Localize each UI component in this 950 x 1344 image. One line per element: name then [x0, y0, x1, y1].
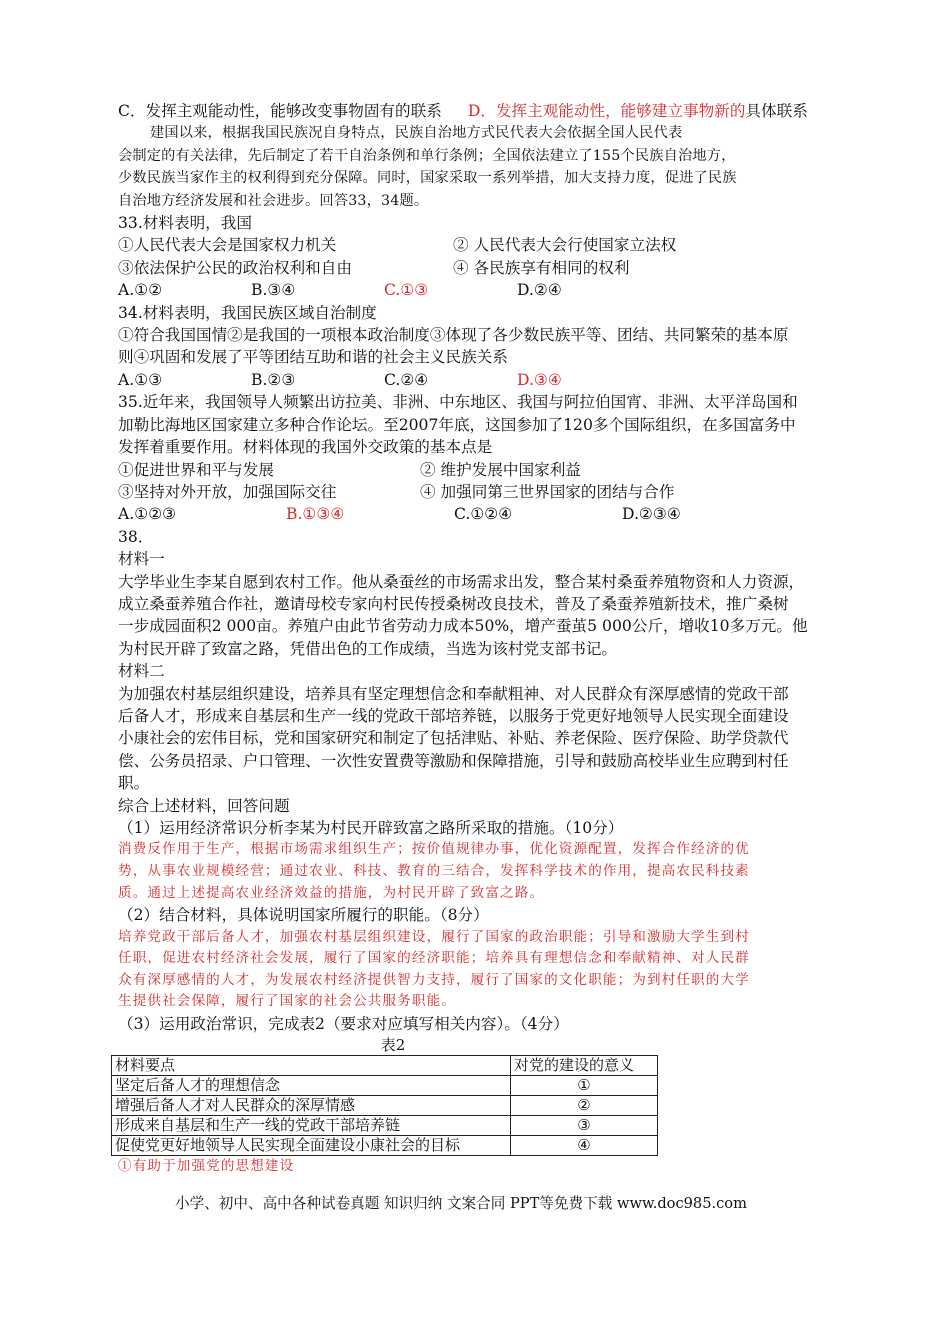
q33-option-b: B.③④: [251, 281, 296, 300]
table-cell-mark: ①: [511, 1076, 658, 1096]
q38-part-3: （3）运用政治常识，完成表2（要求对应填写相关内容）。（4分）: [118, 1014, 569, 1033]
q32-option-d-rest: 具体联系: [745, 102, 808, 120]
passage: [118, 122, 853, 212]
material-2-line: 小康社会的宏伟目标，党和国家研究和制定了包括津贴、补贴、养老保险、医疗保险、助学贷款代: [118, 729, 789, 748]
q35-stem: 发挥着重要作用。材料体现的我国外交政策的基本点是: [118, 438, 493, 457]
question-38: [118, 526, 853, 1036]
q38-prompt: 综合上述材料，回答问题: [118, 796, 290, 815]
material-1-line: 成立桑蚕养殖合作社，邀请母校专家向村民传授桑树改良技术，普及了桑蚕养殖新技术，推广桑树: [118, 594, 789, 613]
q35-statement-4: ④ 加强同第三世界国家的团结与合作: [420, 482, 675, 501]
q35-options: [118, 503, 853, 525]
table-cell-mark: ③: [511, 1116, 658, 1136]
material-1-title: 材料一: [118, 550, 165, 569]
table-2: [111, 1055, 658, 1156]
table-cell-point: 坚定后备人才的理想信念: [112, 1076, 511, 1096]
q38-part-1: （1）运用经济常识分析李某为村民开辟致富之路所采取的措施。（10分）: [118, 819, 624, 837]
q38-answer-1: 质。通过上述提高农业经济效益的措施，为村民开辟了致富之路。: [118, 884, 545, 901]
q35-statement-2: ② 维护发展中国家利益: [420, 460, 581, 479]
q33-option-d: D.②④: [517, 281, 562, 300]
question-34: [118, 302, 853, 392]
table-row: [112, 1116, 658, 1136]
q34-options: [118, 369, 853, 391]
material-2-line: 为加强农村基层组织建设，培养具有坚定理想信念和奉献粗神、对人民群众有深厚感情的党政干部: [118, 684, 789, 703]
table-header-right: 对党的建设的意义: [511, 1056, 658, 1076]
material-2-line: 后备人才，形成来自基层和生产一线的党政干部培养链，以服务于党更好地领导人民实现全面建设: [118, 706, 789, 725]
q38-answer-2: 任职，促进农村经济社会发展，履行了国家的经济职能；培养具有理想信念和奉献精神、对人民群: [118, 950, 750, 967]
material-1-line: 大学毕业生李某自愿到农村工作。他从桑蚕丝的市场需求出发，整合某村桑蚕养殖物资和人力资源，: [118, 572, 805, 591]
q32-options: [118, 100, 853, 122]
table-cell-mark: ②: [511, 1096, 658, 1116]
material-1-line: 为村民开辟了致富之路，凭借出色的工作成绩，当选为该村党支部书记。: [118, 639, 618, 658]
q35-statements-row: [118, 481, 853, 503]
q34-option-d-answer: D.③④: [517, 370, 562, 389]
material-1-line: 一步成园面积2 000亩。养殖户由此节省劳动力成本50%，增产蚕茧5 000公斤，增收10多万元。他: [118, 617, 808, 636]
q33-option-c-answer: C.①③: [384, 281, 429, 300]
q33-statement-4: ④ 各民族享有相同的权利: [453, 258, 630, 277]
q38-answer-1: 消费反作用于生产，根据市场需求组织生产；按价值规律办事，优化资源配置，发挥合作经济的优: [118, 841, 750, 858]
table-row: [112, 1096, 658, 1116]
q38-number: 38．: [118, 527, 154, 546]
q35-stem: 加勒比海地区国家建立多种合作论坛。至2007年底，这国参加了120多个国际组织，在多国富务中: [118, 415, 796, 434]
q34-statements: 则④巩固和发展了平等团结互助和谐的社会主义民族关系: [118, 348, 508, 367]
q35-statements-row: [118, 459, 853, 481]
q38-answer-2: 众有深厚感情的人才，为发展农村经济提供智力支持，履行了国家的文化职能；为到村任职的大学: [118, 971, 750, 988]
exam-page: [115, 100, 853, 1178]
page-footer: 小学、初中、高中各种试卷真题 知识归纳 文案合同 PPT等免费下载 www.doc985.com: [175, 1195, 747, 1212]
table-cell-mark: ④: [511, 1136, 658, 1156]
question-33: [118, 212, 853, 302]
q38-answer-2: 生提供社会保障，履行了国家的社会公共服务职能。: [118, 993, 456, 1010]
table-row: [112, 1076, 658, 1096]
q38-answer-1: 势，从事农业规模经营；通过农业、科技、教育的三结合，发挥科学技术的作用，提高农民科技素: [118, 863, 750, 879]
q33-statement-3: ③依法保护公民的政治权利和自由: [118, 258, 352, 277]
q35-option-a: A.①②③: [118, 505, 177, 524]
q33-statement-2: ② 人民代表大会行使国家立法权: [453, 236, 677, 255]
q34-statements: ①符合我国国情②是我国的一项根本政治制度③体现了各少数民族平等、团结、共同繁荣的基本原: [118, 326, 789, 345]
q33-statements-row: [118, 234, 853, 256]
material-2-line: 职。: [118, 774, 150, 793]
q33-option-a: A.①②: [118, 281, 163, 300]
q38-part-2: （2）结合材料，具体说明国家所履行的职能。（8分）: [118, 906, 489, 925]
table-cell-point: 促使党更好地领导人民实现全面建设小康社会的目标: [112, 1136, 511, 1156]
q34-option-b: B.②③: [251, 370, 296, 389]
passage-line: 建国以来，根据我国民族况自身特点，民族自治地方式民代表大会依据全国人民代表: [150, 125, 683, 142]
table-header-row: [112, 1056, 658, 1076]
material-2-line: 偿、公务员招录、户口管理、一次性安置费等激励和保障措施，引导和鼓励高校毕业生应聘到村任: [118, 751, 789, 770]
q38-answer-2: 培养党政干部后备人才，加强农村基层组织建设，履行了国家的政治职能；引导和激励大学生到村: [118, 928, 750, 945]
q34-option-a: A.①③: [118, 370, 163, 389]
q33-options: [118, 279, 853, 301]
passage-line: 自治地方经济发展和社会进步。回答33，34题。: [118, 192, 429, 209]
passage-line: 少数民族当家作主的权利得到充分保障。同时，国家采取一系列举措，加大支持力度，促进了民族: [118, 170, 737, 187]
material-2-title: 材料二: [118, 662, 165, 681]
q33-statements-row: [118, 257, 853, 279]
question-35: [118, 391, 853, 525]
table-row: [112, 1136, 658, 1156]
q35-statement-3: ③坚持对外开放，加强国际交往: [118, 482, 337, 501]
table-cell-point: 形成来自基层和生产一线的党政干部培养链: [112, 1116, 511, 1136]
q35-option-d: D.②③④: [622, 505, 681, 524]
q35-option-c: C.①②④: [454, 505, 513, 524]
table-cell-point: 增强后备人才对人民群众的深厚情感: [112, 1096, 511, 1116]
q33-statement-1: ①人民代表大会是国家权力机关: [118, 236, 337, 255]
passage-line: 会制定的有关法律，先后制定了若干自治条例和单行条例；全国依法建立了155个民族自治地方，: [118, 147, 736, 164]
q34-option-c: C.②④: [384, 370, 429, 389]
q35-statement-1: ①促进世界和平与发展: [118, 460, 274, 479]
q32-option-d-answer: D．发挥主观能动性，能够建立事物新的: [467, 102, 746, 120]
q35-stem: 35.近年来，我国领导人频繁出访拉美、非洲、中东地区、我国与阿拉伯国宵、非洲、太平洋岛国和: [118, 393, 798, 412]
q35-option-b-answer: B.①③④: [286, 505, 345, 524]
q32-option-c: C．发挥主观能动性，能够改变事物固有的联系: [118, 102, 442, 120]
table-answer: ①有助于加强党的思想建设: [118, 1158, 295, 1175]
table-caption: 表2: [380, 1036, 406, 1055]
table-header-left: 材料要点: [112, 1056, 511, 1076]
q33-stem: 33.材料表明，我国: [118, 214, 252, 233]
q34-stem: 34.材料表明，我国民族区域自治制度: [118, 303, 377, 322]
